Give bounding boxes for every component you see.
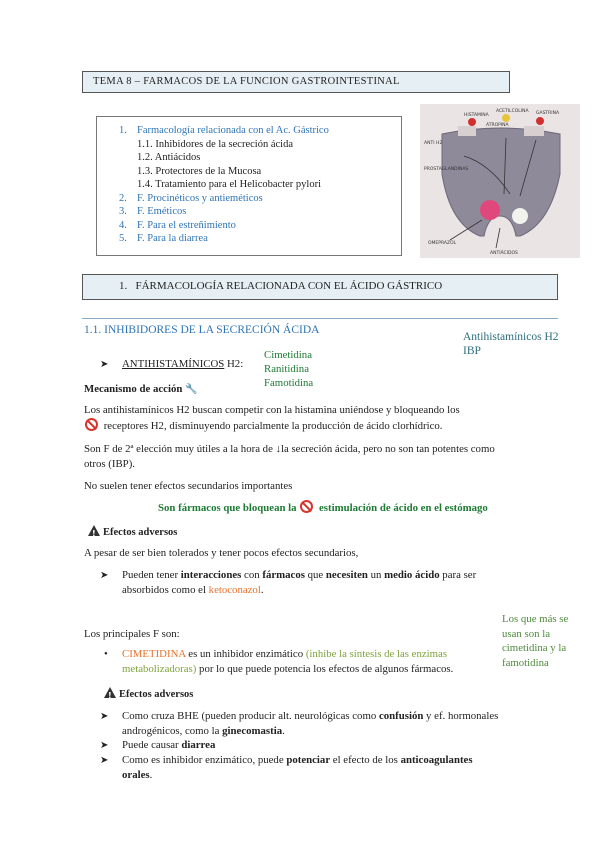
mecanismo-heading: Mecanismo de acción 🔧 <box>84 383 198 395</box>
toc-item[interactable]: 1.1. Inhibidores de la secreción ácida <box>137 138 293 150</box>
toc-item[interactable]: 1.3. Protectores de la Mucosa <box>137 165 262 177</box>
prohibited-icon <box>85 418 98 431</box>
label-antiacidos: ANTIÁCIDOS <box>490 251 518 256</box>
warning-icon <box>104 687 116 698</box>
adversos-heading: !Efectos adversos <box>88 525 177 540</box>
list-item: ➤ Como cruza BHE (pueden producir alt. neurológicas como confusión y ef. hormonales <box>100 710 499 722</box>
arrow-bullet-icon: ➤ <box>100 711 109 722</box>
paragraph-tolerated: A pesar de ser bien tolerados y tener pocos efectos secundarios, <box>84 547 359 559</box>
adverse-effects-list <box>100 709 520 782</box>
page-title-bar <box>82 71 510 93</box>
arrow-bullet-icon: ➤ <box>100 740 109 751</box>
list-item: orales. <box>122 769 153 781</box>
list-item: ➤ Puede causar diarrea <box>100 739 216 751</box>
page-title: TEMA 8 – FARMACOS DE LA FUNCION GASTROINTESTINAL <box>93 76 400 87</box>
principales-label: Los principales F son: <box>84 628 180 640</box>
label-histamina: HISTAMINA <box>464 113 489 118</box>
toc-item[interactable]: 2. F. Procinéticos y antieméticos <box>119 192 263 204</box>
toc-item[interactable]: 1.2. Antiácidos <box>137 152 201 163</box>
label-prostaglandinas: PROSTAGLANDINAS <box>424 167 469 172</box>
list-item: ➤ Como es inhibidor enzimático, puede potenciar el efecto de los anticoagulantes <box>100 754 473 766</box>
side-note-mid: Los que más se usan son la cimetidina y la famotidina <box>502 613 569 669</box>
side-note-top: Antihistamínicos H2 IBP <box>463 331 559 357</box>
toc-item[interactable]: 4. F. Para el estreñimiento <box>119 219 236 231</box>
list-item: androgénicos, como la ginecomastia. <box>122 725 285 737</box>
bullet-dot: • <box>104 648 108 660</box>
paragraph-mechanism: Los antihistamínicos H2 buscan competir con la histamina uniéndose y bloqueando los receptores H2, disminuyendo parcialmente la producción de ácido clorhídrico. <box>84 404 460 432</box>
label-acetilcolina: ACETILCOLINA <box>496 109 529 114</box>
parietal-cell-diagram <box>420 104 580 258</box>
section-title: FÁRMACOLOGÍA RELACIONADA CON EL ÁCIDO GÁSTRICO <box>135 280 443 292</box>
interaction-item: ➤ Pueden tener interacciones con fármacos que necesiten un medio ácido para ser absorbidos como el ketoconazol. <box>100 569 477 596</box>
antihistaminicos-drug-list: Cimetidina Ranitidina Famotidina <box>264 349 314 389</box>
arrow-bullet-icon: ➤ <box>100 359 109 370</box>
divider <box>82 318 558 319</box>
toc-item[interactable]: 1.4. Tratamiento para el Helicobacter pylori <box>137 179 321 190</box>
label-gastrina: GASTRINA <box>536 111 560 116</box>
label-anti-h2: ANTI H2 <box>424 141 443 146</box>
toc-item[interactable]: 3. F. Eméticos <box>119 206 187 217</box>
section-heading <box>82 274 558 300</box>
prohibited-icon <box>300 500 313 513</box>
arrow-bullet-icon: ➤ <box>100 755 109 766</box>
parietal-cell-illustration <box>420 104 580 258</box>
cimetidina-item: • CIMETIDINA es un inhibidor enzimático (inhibe la síntesis de las enzimas metabolizadoras) por lo que puede potencia los efectos de algunos fármacos. <box>104 648 454 675</box>
antihistaminicos-item: ➤ ANTIHISTAMÍNICOS H2: <box>100 358 244 370</box>
down-arrow-icon: ↓ <box>275 443 281 455</box>
wrench-icon: 🔧 <box>185 384 198 395</box>
paragraph-side-effects: No suelen tener efectos secundarios importantes <box>84 480 293 492</box>
warning-icon <box>88 525 100 536</box>
label-omeprazol: OMEPRAZOL <box>428 241 457 246</box>
arrow-bullet-icon: ➤ <box>100 570 109 581</box>
paragraph-second-choice: Son F de 2ª elección muy útiles a la hora de ↓la secreción ácida, pero no son tan potentes como otros (IBP). <box>84 443 495 470</box>
label-atropina: ATROPINA <box>486 123 509 128</box>
section-number: 1. <box>119 280 128 292</box>
toc-item[interactable]: 5. F. Para la diarrea <box>119 233 208 244</box>
subsection-title: 1.1. INHIBIDORES DE LA SECRECIÓN ÁCIDA <box>84 324 320 336</box>
toc-item[interactable]: 1. Farmacología relacionada con el Ac. Gástrico <box>119 125 329 136</box>
adversos-heading: !Efectos adversos <box>104 687 193 702</box>
highlight-statement: Son fármacos que bloquean la estimulación de ácido en el estómago <box>158 502 488 514</box>
table-of-contents <box>96 116 402 256</box>
